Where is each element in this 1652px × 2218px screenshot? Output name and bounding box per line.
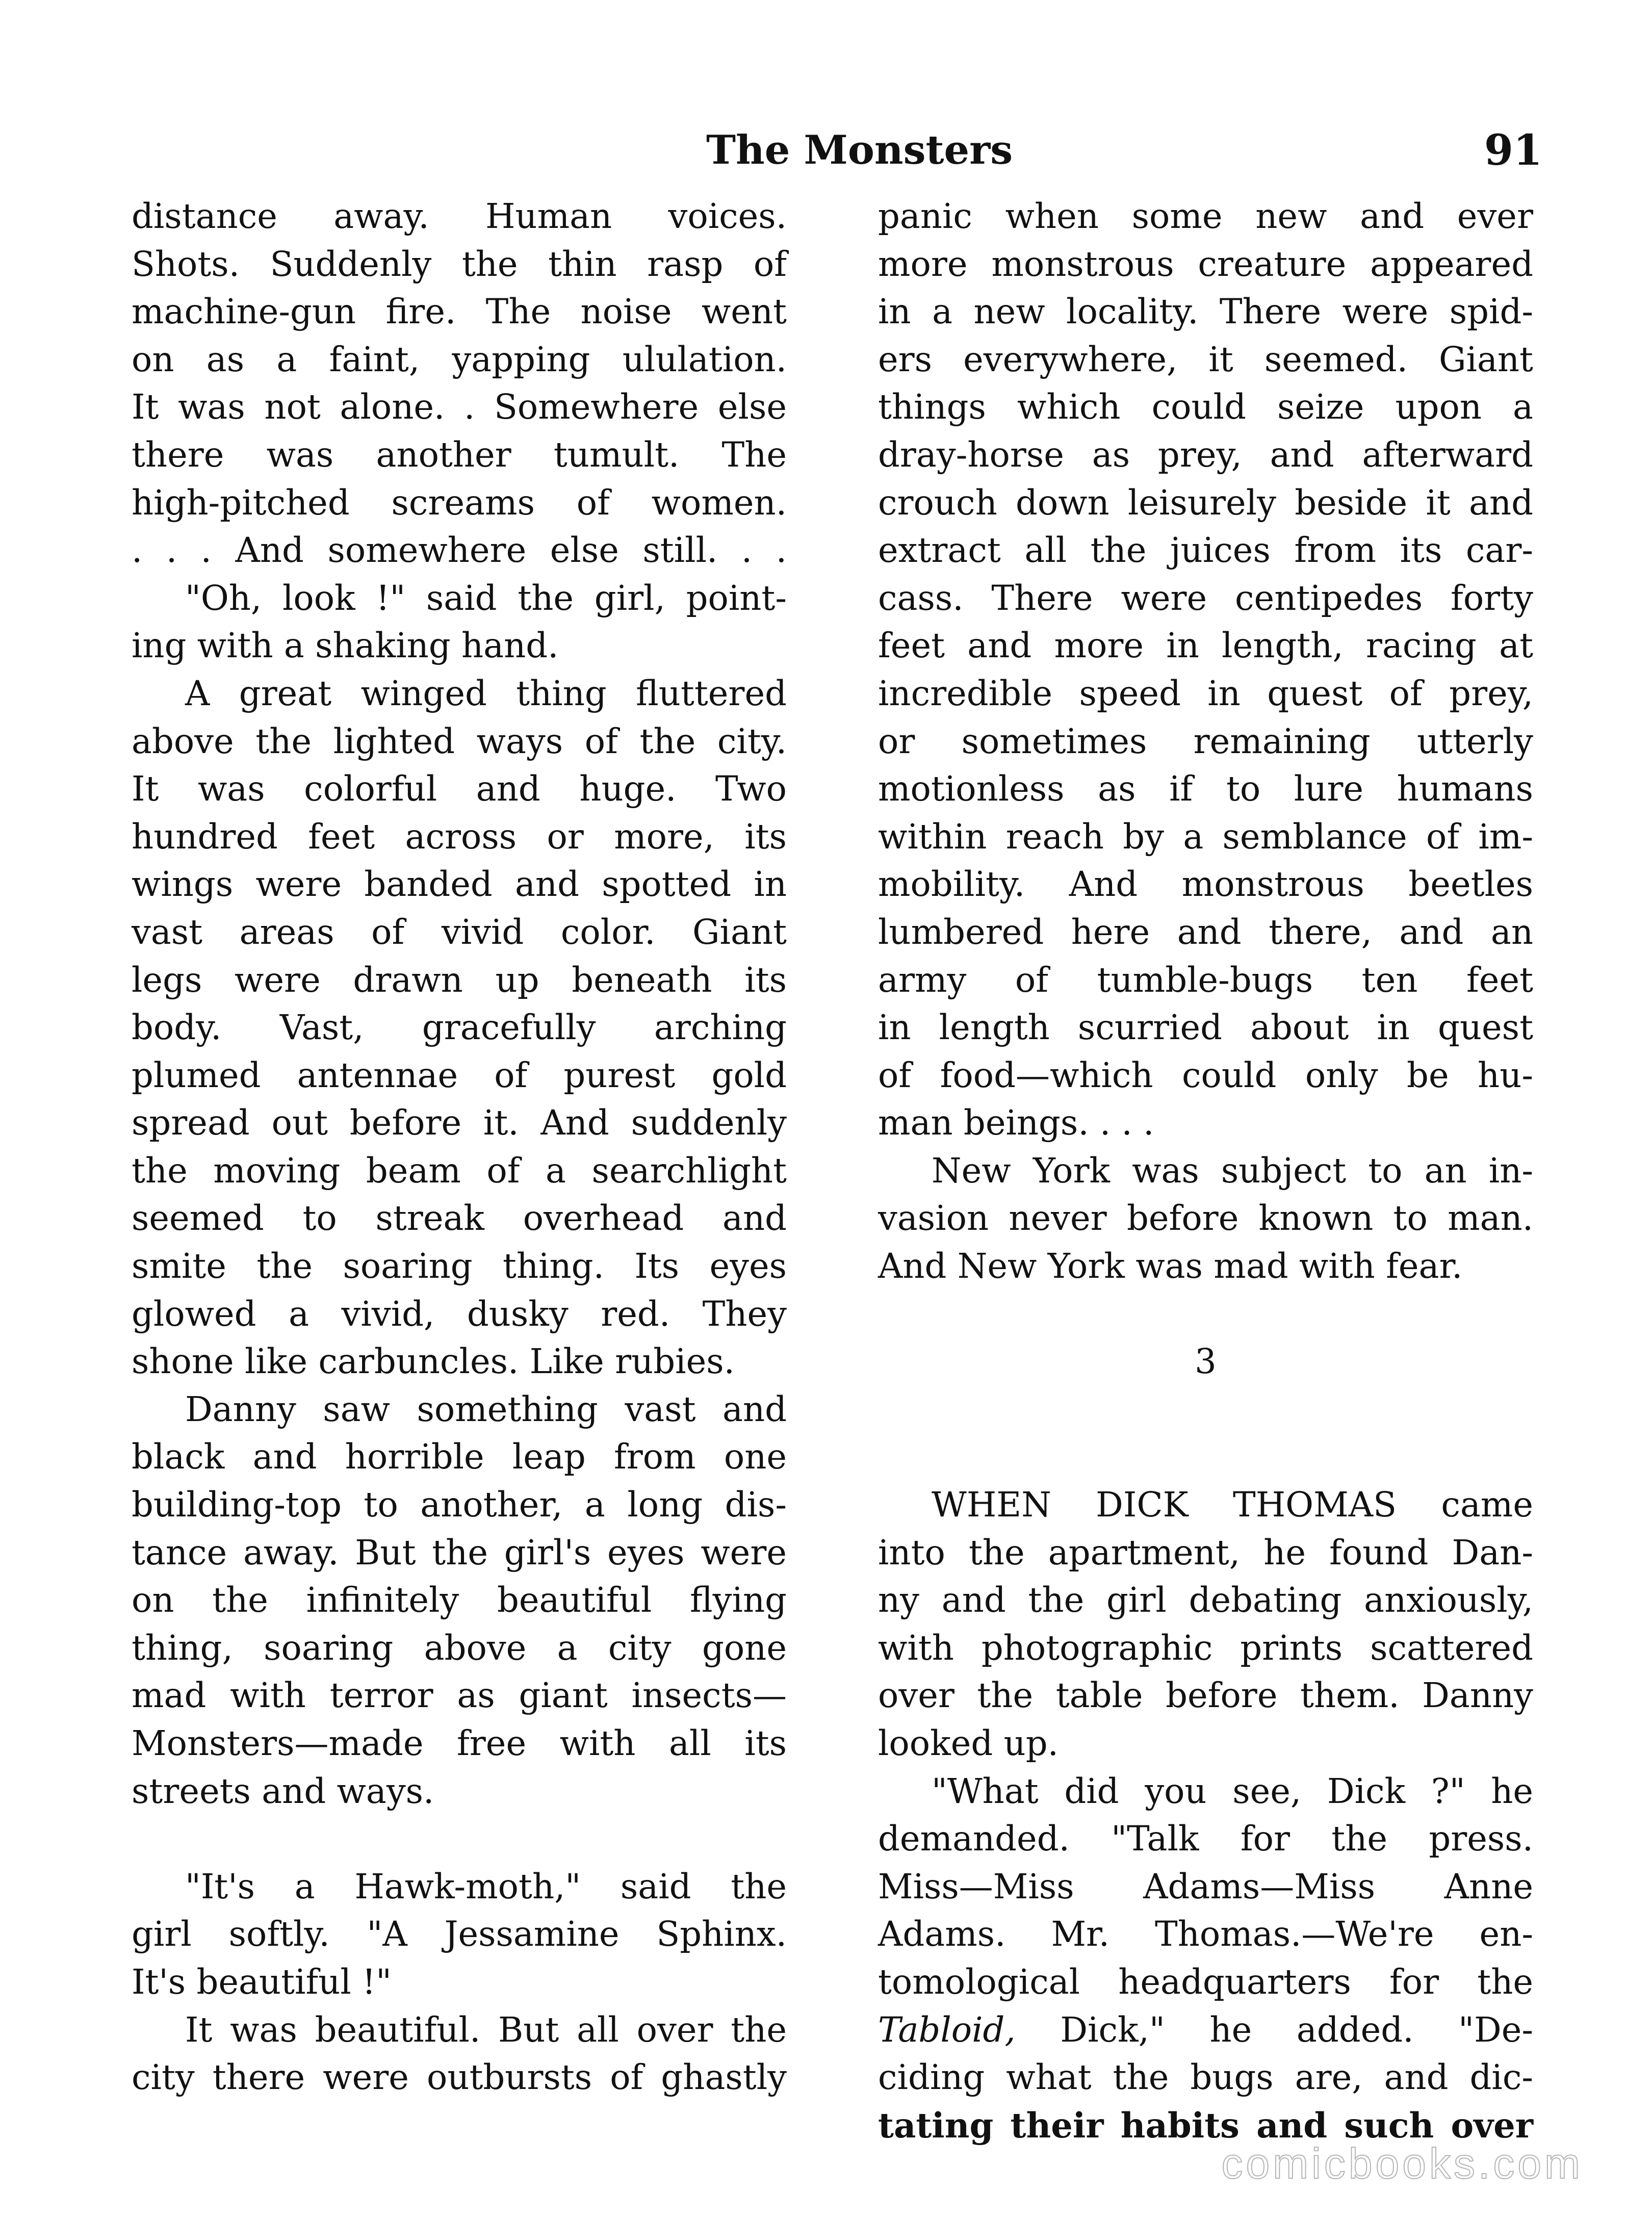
- text-line: machine-gun fire. The noise went: [132, 292, 787, 332]
- page-number: 91: [1484, 126, 1542, 175]
- text-line: New York was subject to an in-: [932, 1150, 1533, 1191]
- text-line: building-top to another, a long dis-: [132, 1485, 787, 1525]
- text-line: Danny saw something vast and: [185, 1389, 787, 1429]
- text-line: above the lighted ways of the city.: [132, 721, 787, 761]
- text-line: ny and the girl debating anxiously,: [878, 1580, 1533, 1620]
- text-line: lumbered here and there, and an: [878, 912, 1533, 952]
- text-line: cass. There were centipedes forty: [878, 578, 1533, 618]
- text-line: girl softly. "A Jessamine Sphinx.: [132, 1914, 787, 1954]
- text-line: A great winged thing fluttered: [185, 673, 787, 713]
- text-line: WHEN DICK THOMAS came: [932, 1485, 1533, 1525]
- text-line: there was another tumult. The: [132, 434, 787, 475]
- right-text-column: [878, 193, 1533, 2149]
- text-line: And New York was mad with fear.: [878, 1246, 1463, 1286]
- text-line: "What did you see, Dick ?" he: [932, 1771, 1533, 1811]
- text-line: distance away. Human voices.: [132, 196, 787, 236]
- text-line: thing, soaring above a city gone: [132, 1628, 787, 1668]
- text-line: high-pitched screams of women.: [132, 482, 787, 523]
- text-line: extract all the juices from its car-: [878, 530, 1533, 571]
- text-line: feet and more in length, racing at: [878, 626, 1533, 666]
- text-line: dray-horse as prey, and afterward: [878, 434, 1533, 475]
- text-line: incredible speed in quest of prey,: [878, 673, 1533, 713]
- text-line: ciding what the bugs are, and dic-: [878, 2057, 1533, 2098]
- text-line: Monsters—made free with all its: [132, 1723, 787, 1763]
- text-line: It was colorful and huge. Two: [132, 769, 787, 809]
- text-line: body. Vast, gracefully arching: [132, 1008, 787, 1048]
- text-line: mad with terror as giant insects—: [132, 1675, 787, 1716]
- text-line: Adams. Mr. Thomas.—We're en-: [878, 1914, 1533, 1954]
- text-line: crouch down leisurely beside it and: [878, 482, 1533, 523]
- text-line: seemed to streak overhead and: [132, 1198, 787, 1239]
- text-line: smite the soaring thing. Its eyes: [132, 1246, 787, 1286]
- section-number: 3: [1195, 1342, 1217, 1382]
- text-line: black and horrible leap from one: [132, 1437, 787, 1477]
- text-line: mobility. And monstrous beetles: [878, 864, 1533, 905]
- text-line: vasion never before known to man.: [878, 1198, 1533, 1239]
- text-line: demanded. "Talk for the press.: [878, 1819, 1533, 1859]
- text-line: army of tumble-bugs ten feet: [878, 960, 1533, 1000]
- text-line: It was beautiful. But all over the: [185, 2009, 787, 2050]
- text-line: man beings. . . .: [878, 1103, 1154, 1143]
- text-line: Miss—Miss Adams—Miss Anne: [878, 1866, 1533, 1906]
- text-line: "It's a Hawk-moth," said the: [185, 1866, 787, 1906]
- blank-line: [132, 1815, 787, 1863]
- text-line: on the infinitely beautiful flying: [132, 1580, 787, 1620]
- text-line: tomological headquarters for the: [878, 1962, 1533, 2002]
- text-line: or sometimes remaining utterly: [878, 721, 1533, 761]
- text-line: It's beautiful !": [132, 1962, 392, 2002]
- text-line: glowed a vivid, dusky red. They: [132, 1294, 787, 1334]
- text-line: spread out before it. And suddenly: [132, 1103, 787, 1143]
- blank-line: [878, 1433, 1533, 1481]
- text-line: panic when some new and ever: [878, 196, 1533, 236]
- text-line: vast areas of vivid color. Giant: [132, 912, 787, 952]
- text-line: It was not alone. . Somewhere else: [132, 387, 787, 427]
- text-line: in length scurried about in quest: [878, 1008, 1533, 1048]
- text-line: wings were banded and spotted in: [132, 864, 787, 905]
- text-line: the moving beam of a searchlight: [132, 1150, 787, 1191]
- running-title: The Monsters: [706, 127, 1013, 173]
- text-line: of food—which could only be hu-: [878, 1055, 1533, 1095]
- text-line: more monstrous creature appeared: [878, 244, 1533, 284]
- running-header: [706, 122, 1542, 178]
- text-line: into the apartment, he found Dan-: [878, 1532, 1533, 1572]
- text-line: on as a faint, yapping ululation.: [132, 339, 787, 379]
- text-line: things which could seize upon a: [878, 387, 1533, 427]
- text-line: Tabloid, Dick," he added. "De-: [878, 2009, 1533, 2050]
- text-line: city there were outbursts of ghastly: [132, 2057, 787, 2098]
- text-line: plumed antennae of purest gold: [132, 1055, 787, 1095]
- blank-line: [878, 1291, 1533, 1338]
- text-line: "Oh, look !" said the girl, point-: [185, 578, 787, 618]
- text-line: within reach by a semblance of im-: [878, 816, 1533, 857]
- text-line: over the table before them. Danny: [878, 1675, 1533, 1716]
- text-line: motionless as if to lure humans: [878, 769, 1533, 809]
- text-line: with photographic prints scattered: [878, 1628, 1533, 1668]
- text-line: tance away. But the girl's eyes were: [132, 1532, 787, 1572]
- left-text-column: [132, 193, 787, 2102]
- text-line: shone like carbuncles. Like rubies.: [132, 1342, 735, 1382]
- text-line: looked up.: [878, 1723, 1059, 1763]
- text-line: ers everywhere, it seemed. Giant: [878, 339, 1533, 379]
- text-line: ing with a shaking hand.: [132, 626, 559, 666]
- text-line: tating their habits and such over: [878, 2105, 1533, 2146]
- text-line: streets and ways.: [132, 1771, 434, 1811]
- text-line: legs were drawn up beneath its: [132, 960, 787, 1000]
- text-line: hundred feet across or more, its: [132, 816, 787, 857]
- blank-line: [878, 1386, 1533, 1434]
- text-line: in a new locality. There were spid-: [878, 292, 1533, 332]
- text-line: Shots. Suddenly the thin rasp of: [132, 244, 787, 284]
- text-line: . . . And somewhere else still. . .: [132, 530, 787, 571]
- watermark-text: comicbooks.com: [1221, 2139, 1583, 2187]
